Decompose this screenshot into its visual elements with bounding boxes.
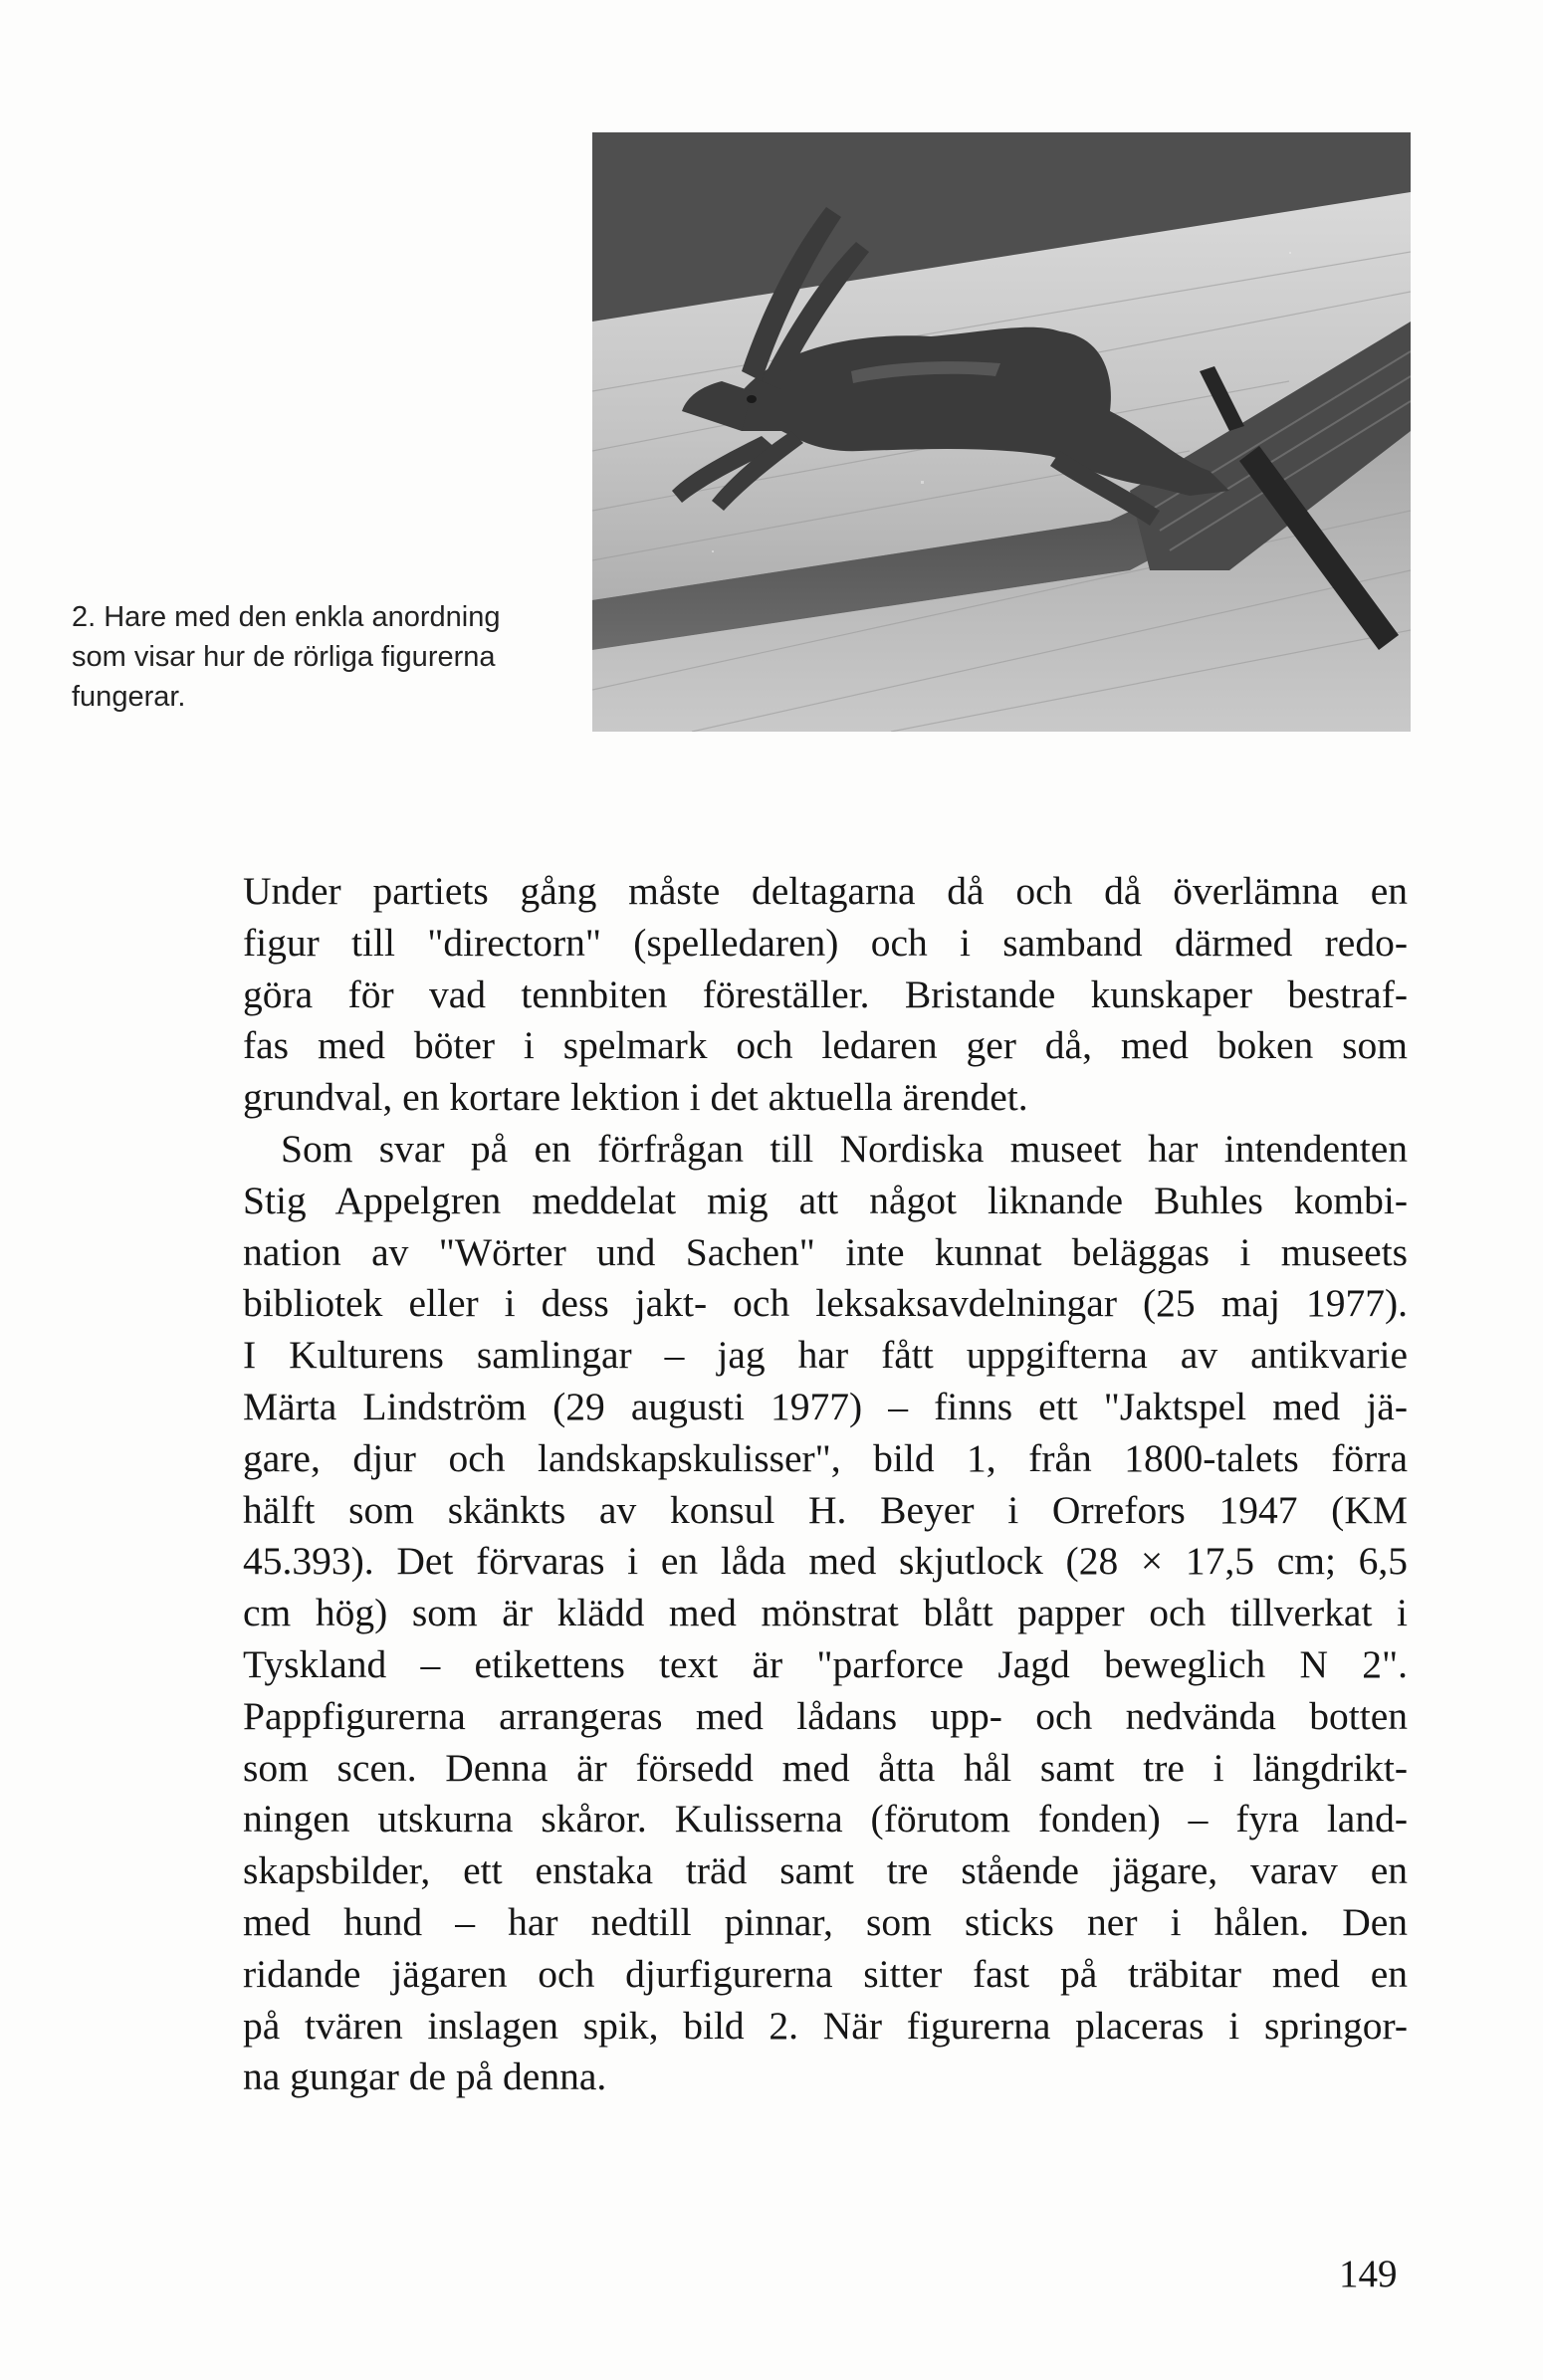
text-line: bibliotek eller i dess jakt- och leksaksavdelningar (25 maj 1977). <box>243 1281 1408 1326</box>
page-number: 149 <box>1339 2253 1398 2295</box>
caption-line: 2. Hare med den enkla anordning <box>72 601 501 633</box>
caption-line: som visar hur de rörliga figurerna <box>72 641 496 673</box>
caption-line: fungerar. <box>72 681 186 713</box>
text-line: grundval, en kortare lektion i det aktuella ärendet. <box>243 1075 1028 1120</box>
text-line: hälft som skänkts av konsul H. Beyer i Orrefors 1947 (KM <box>243 1487 1408 1532</box>
text-line: Tyskland – etikettens text är "parforce Jagd beweglich N 2". <box>243 1641 1408 1686</box>
figure-caption <box>72 597 589 717</box>
text-line: med hund – har nedtill pinnar, som sticks ner i hålen. Den <box>243 1899 1408 1944</box>
text-line: Stig Appelgren meddelat mig att något liknande Buhles kombi- <box>243 1178 1408 1222</box>
text-line: på tvären inslagen spik, bild 2. När figurerna placeras i springor- <box>243 2003 1408 2048</box>
text-line: figur till "directorn" (spelledaren) och i samband därmed redo- <box>243 920 1408 965</box>
text-line: fas med böter i spelmark och ledaren ger då, med boken som <box>243 1023 1408 1068</box>
text-line: Pappfigurerna arrangeras med lådans upp- och nedvända botten <box>243 1693 1408 1738</box>
paragraph-2 <box>243 1124 1408 2103</box>
paragraph-1 <box>243 866 1408 1124</box>
text-line: 45.393). Det förvaras i en låda med skjutlock (28 × 17,5 cm; 6,5 <box>243 1539 1408 1584</box>
text-line: na gungar de på denna. <box>243 2055 607 2099</box>
text-line: ningen utskurna skåror. Kulisserna (förutom fonden) – fyra land- <box>243 1797 1408 1841</box>
text-line: göra för vad tennbiten föreställer. Bristande kunskaper bestraf- <box>243 972 1408 1016</box>
hare-figure-photo <box>592 132 1411 732</box>
text-line: nation av "Wörter und Sachen" inte kunnat beläggas i museets <box>243 1229 1408 1274</box>
text-line: Under partiets gång måste deltagarna då och då överlämna en <box>243 869 1408 913</box>
text-line: Som svar på en förfrågan till Nordiska museet har intendenten <box>281 1126 1408 1171</box>
text-line: Märta Lindström (29 augusti 1977) – finns ett "Jaktspel med jä- <box>243 1384 1408 1428</box>
hare-on-board-image <box>592 132 1411 732</box>
text-line: ridande jägaren och djurfigurerna sitter fast på träbitar med en <box>243 1951 1408 1996</box>
text-line: som scen. Denna är försedd med åtta hål samt tre i längdrikt- <box>243 1745 1408 1790</box>
text-line: skapsbilder, ett enstaka träd samt tre stående jägare, varav en <box>243 1848 1408 1893</box>
text-line: I Kulturens samlingar – jag har fått uppgifterna av antikvarie <box>243 1333 1408 1378</box>
body-text <box>243 866 1408 2103</box>
text-line: cm hög) som är klädd med mönstrat blått papper och tillverkat i <box>243 1591 1408 1635</box>
text-line: gare, djur och landskapskulisser", bild 1, från 1800-talets förra <box>243 1435 1408 1480</box>
